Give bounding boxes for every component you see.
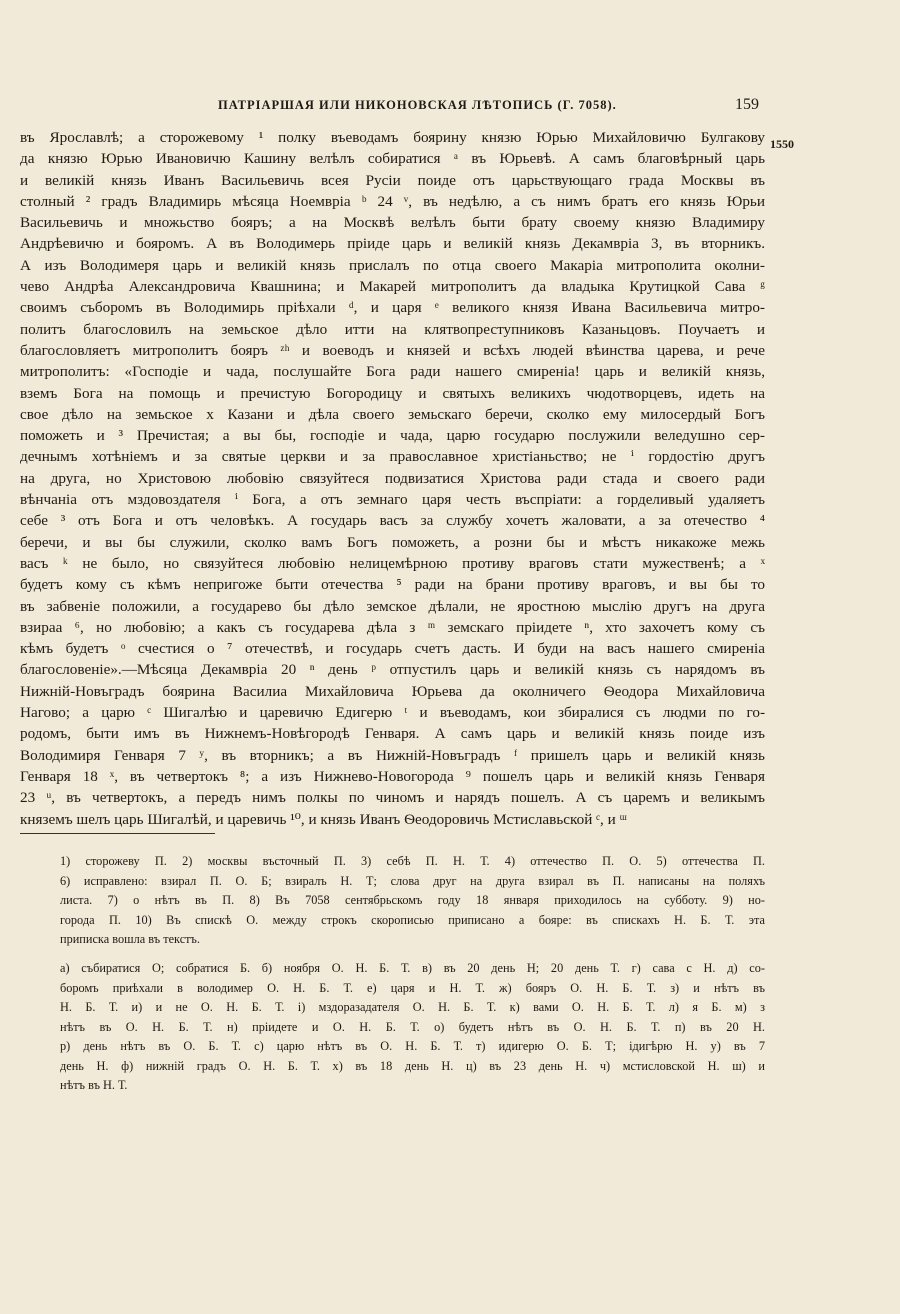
- footnote-line: р) день нѣтъ въ О. Б. Т. с) царю нѣтъ въ О. Н. Б. Т. т) идигерю О. Б. Т; ідигѣрю Н. у) въ 7: [60, 1039, 765, 1053]
- chronicle-title: ПАТРІАРШАЯ ИЛИ НИКОНОВСКАЯ ЛѢТОПИСЬ (Г. 7058).: [218, 98, 617, 112]
- text-line: митрополитъ: «Господіе и чада, послушайте Бога ради нашего смиреніа! царь и великій князь,: [20, 363, 765, 381]
- text-line: своимъ съборомъ въ Володимирь пріѣхали ᵈ, и царя ᵉ великого князя Ивана Васильевича митро-: [20, 299, 765, 317]
- text-line: 23 ᵘ, въ четвертокъ, а передъ нимъ полкы по чиномъ и нарядъ пошелъ. А съ царемъ и великымъ: [20, 789, 765, 807]
- running-header: [0, 98, 900, 120]
- text-line: благословляетъ митрополитъ бояръ ᶻʰ и воеводъ и князей и всѣхъ людей вѣинства царева, и рече: [20, 341, 765, 359]
- text-line: вземъ Бога на помощь и пречистую Богородицу и святыхъ великихъ чюдотворцевъ, идеть на: [20, 384, 765, 402]
- text-line: будетъ кому съ кѣмъ непригоже быти отечества ⁵ ради на брани противу враговъ, и вы бы то: [20, 576, 765, 594]
- numbered-footnotes: [60, 852, 765, 950]
- text-line: и великій князь Иванъ Васильевичь всея Русіи поиде отъ царьствующаго града Москвы въ: [20, 171, 765, 189]
- footnote-line: 6) исправлено: взирал П. О. Б; взиралъ Н. Т; слова друг на друга взирал въ П. написаны на поляхъ: [60, 873, 765, 888]
- lettered-footnotes: [60, 959, 765, 1096]
- text-line: поможеть и ³ Пречистая; а вы бы, господіе и чада, царю государю послужили веледушно сер-: [20, 427, 765, 445]
- text-line: политъ благословилъ на земьское дѣло итти на клятвопреступниковъ Казаньцовъ. Поучаетъ и: [20, 320, 765, 338]
- footnote-line: города П. 10) Въ спискѣ О. между строкъ скорописью приписано а бояре: въ спискахъ Н. Б. Т. эта: [60, 912, 765, 927]
- text-line: беречи, и вы бы служили, сколко вамъ Богъ поможеть, а розни бы и мѣстъ никакоже межь: [20, 533, 765, 551]
- footnote-line: боромъ приѣхали в володимер О. Н. Б. Т. е) царя и Н. Т. ж) бояръ О. Н. Б. Т. з) и нѣтъ въ: [60, 980, 765, 995]
- text-line: столный ² градъ Владимирь мѣсяца Ноемвріа ᵇ 24 ᵛ, въ недѣлю, а съ нимъ братъ его князь Юрьи: [20, 192, 765, 210]
- text-line: дечнымъ хотѣніемъ и за святые церкви и за православное христіаньство; не ⁱ гордостію другъ: [20, 448, 765, 466]
- footnote-line: 1) сторожеву П. 2) москвы въсточный П. 3) себѣ П. Н. Т. 4) оттечество П. О. 5) оттечества П.: [60, 854, 765, 868]
- text-line: благословеніе».—Мѣсяца Декамвріа 20 ⁿ день ᵖ отпустилъ царь и великій князь съ нарядомъ въ: [20, 661, 765, 679]
- text-line: да князю Юрью Ивановичю Кашину велѣлъ собиратися ᵃ въ Юрьевѣ. А самъ благовѣрный царь: [20, 150, 765, 168]
- text-line: въ Ярославлѣ; а сторожевому ¹ полку въеводамъ боярину князю Юрью Михайловичю Булгакову: [20, 129, 765, 146]
- footnote-line: нѣтъ въ Н. Т.: [60, 1078, 128, 1092]
- text-line: васъ ᵏ не было, но связуйтеся любовію нелицемѣрною противу враговъ стати мужественѣ; а ˣ: [20, 554, 765, 572]
- text-line: себе ³ отъ Бога и отъ человѣкъ. А государь васъ за службу хочетъ жаловати, а за отечество ⁴: [20, 512, 765, 530]
- text-line: кѣмъ будетъ ᵒ счестися о ⁷ отечествѣ, и государь счетъ дасть. И буди на васъ нашего смиреніа: [20, 640, 765, 658]
- text-line: въ забвеніе положили, а государево бы дѣло земское дѣлали, не яростною мыслію другъ на друга: [20, 597, 765, 615]
- footnote-line: день Н. ф) нижній градъ О. Н. Б. Т. х) въ 18 день Н. ц) въ 23 день Н. ч) мстисловской Н. ш) и: [60, 1058, 765, 1073]
- text-line: на друга, но Христовою любовію связуйтеся подвизатися Христова ради стада и своего ради: [20, 469, 765, 487]
- text-line: А изъ Володимеря царь и великій князь прислалъ по отца своего Макаріа митрополита околни-: [20, 256, 765, 274]
- text-line: чево Андрѣа Александровича Квашнина; и Макарей митрополитъ да владыка Крутицкой Сава ᵍ: [20, 278, 765, 296]
- footnote-line: Н. Б. Т. и) и не О. Н. Б. Т. і) мздоразадателя О. Н. Б. Т. к) вами О. Н. Б. Т. л) я Б. м) з: [60, 1000, 765, 1014]
- text-line: Васильевичь и множьство бояръ; а на Москвѣ велѣлъ быти брату своему князю Владимиру: [20, 214, 765, 232]
- text-line: родомъ, быти имъ въ Нижнемъ-Новѣгородѣ Генваря. А самъ царь и великій князь поиде изъ: [20, 725, 765, 743]
- footnote-line: листа. 7) о нѣтъ въ П. 8) Въ 7058 сентябрьскомъ году 18 января приходилось на субботу. 9) но-: [60, 893, 765, 907]
- footnote-line: приписка вошла въ текстъ.: [60, 932, 200, 946]
- text-line: Нагово; а царю ᶜ Шигалѣю и царевичю Едигерю ᵗ и въеводамъ, кои збиралися съ людми по го-: [20, 704, 765, 722]
- text-line: Нижній-Новъградъ боярина Василиа Михайловича Юрьева да околничего Ѳеодора Михайловича: [20, 682, 765, 700]
- margin-year: 1550: [770, 137, 794, 151]
- main-text: [20, 127, 765, 830]
- text-line: Володимиря Генваря 7 ʸ, въ вторникъ; а въ Нижній-Новъградъ ᶠ пришелъ царь и великій князь: [20, 746, 765, 764]
- text-line: свое дѣло на земьское х Казани и дѣла своего земьскаго беречи, сколко ему милосердый Богъ: [20, 405, 765, 423]
- text-line: Андрѣевичю и бояромъ. А въ Володимерь пріиде царь и великій князь Декамвріа 3, въ вторникъ.: [20, 235, 765, 253]
- footnote-line: а) събиратися О; собратися Б. б) ноября О. Н. Б. Т. в) въ 20 день Н; 20 день Т. г) сава с Н. д) со-: [60, 961, 765, 975]
- page-number: 159: [735, 96, 759, 113]
- text-line: взираа ⁶, но любовію; а какъ съ государева дѣла з ᵐ земскаго пріидете ⁿ, хто захочетъ кому съ: [20, 618, 765, 636]
- text-line: княземъ шелъ царь Шигалѣй, и царевичь ¹⁰, и князь Иванъ Ѳеодоровичь Мстиславьской ᶜ, и ᵚ: [20, 810, 627, 828]
- footnote-line: нѣтъ въ О. Н. Б. Т. н) пріидете и О. Н. Б. Т. о) будетъ нѣтъ въ О. Н. Б. Т. п) въ 20 Н.: [60, 1019, 765, 1034]
- text-line: вѣнчаніа отъ мздовоздателя ⁱ Бога, а отъ земнаго царя честь въспріати: а горделивый удаляетъ: [20, 491, 765, 509]
- text-line: Генваря 18 ˣ, въ четвертокъ ⁸; а изъ Нижнево-Новогорода ⁹ пошелъ царь и великій князь Генваря: [20, 767, 765, 785]
- footnote-rule: [20, 833, 215, 834]
